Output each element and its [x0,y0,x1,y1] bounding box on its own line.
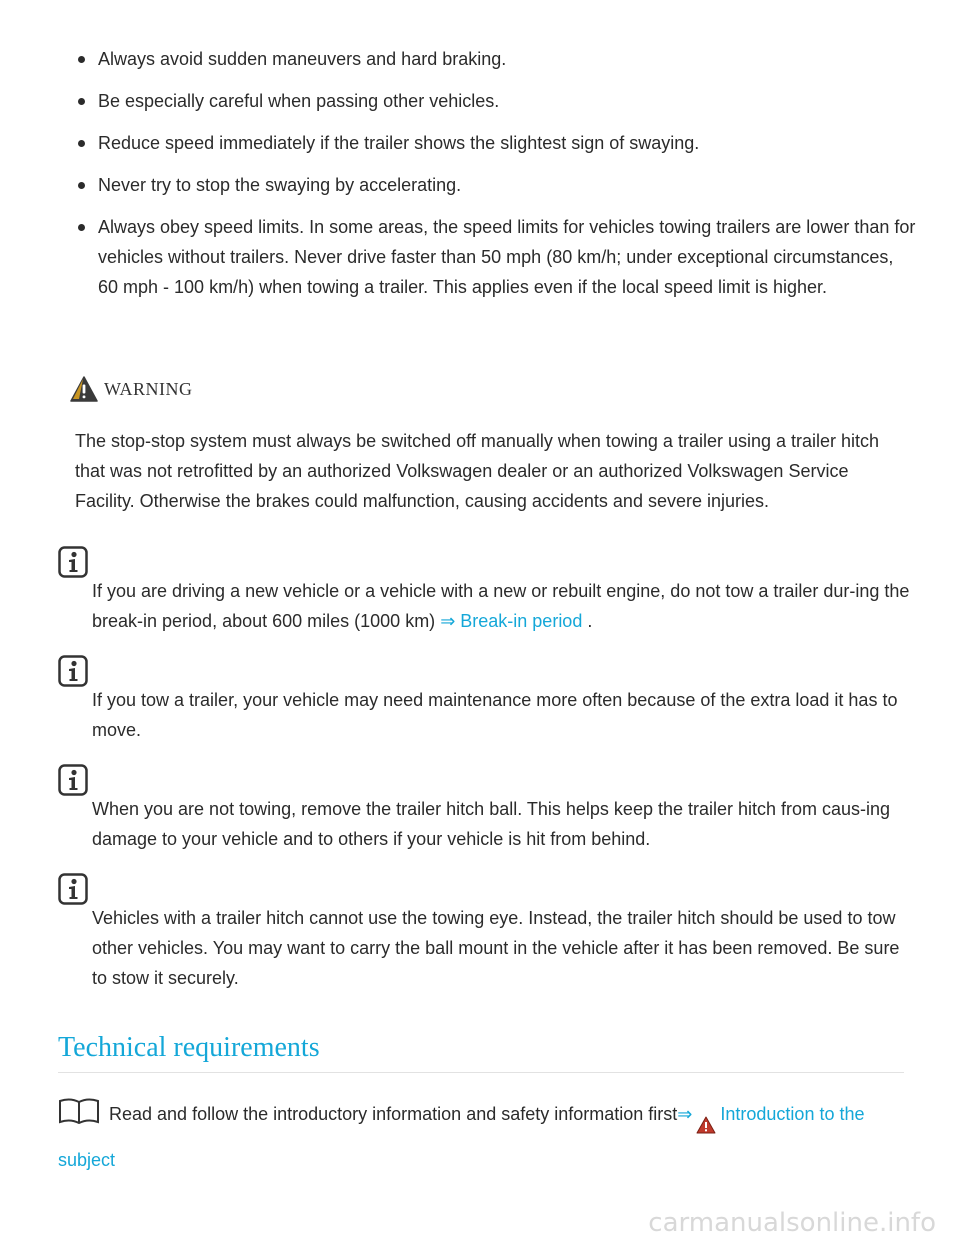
note-text [92,576,912,636]
intro-paragraph [58,1098,898,1176]
book-icon [58,1098,100,1134]
intro-arrow[interactable]: ⇒ [677,1104,693,1124]
bullet-item [78,44,918,74]
note-text: If you tow a trailer, your vehicle may need maintenance more often because of the extra load it has to move. [92,690,898,740]
bullet-dot [78,224,85,231]
bullet-text: Never try to stop the swaying by accelerating. [98,175,462,195]
bullet-item [78,86,918,116]
intro-text: Read and follow the introductory information and safety information first [104,1104,678,1124]
bullet-dot [78,56,85,63]
section-title: Technical requirements [58,1032,904,1073]
warning-text: The stop-stop system must always be switched off manually when towing a trailer using a trailer hitch that was not retrofitted by an authorized Volkswagen dealer or an authorized Volkswagen Service Facility. Otherwise the brakes could malfunction, causing accidents and severe injuries. [75,431,880,511]
warning-triangle-icon [70,376,98,402]
warning-title: WARNING [104,378,193,399]
bullet-text: Reduce speed immediately if the trailer shows the slightest sign of swaying. [98,133,700,153]
bullet-dot [78,140,85,147]
bullet-text: Always avoid sudden maneuvers and hard braking. [98,49,507,69]
note-text: Vehicles with a trailer hitch cannot use the towing eye. Instead, the trailer hitch should be used to tow other vehicles. You may want to carry the ball mount in the vehicle after it has been removed. Be sure to stow it securely. [92,908,900,988]
bullet-dot [78,98,85,105]
break-in-period-link[interactable]: ⇒ Break-in period [440,611,583,631]
warning-small-icon [696,1112,716,1144]
info-icon [58,873,88,910]
info-icon [58,764,88,801]
bullet-text: Always obey speed limits. In some areas, the speed limits for vehicles towing trailers are lower than for vehicles without trailers. Never drive faster than 50 mph (80 km/h; under exceptional circumstances, 60 mph - 100 km/h) when towing a trailer. This applies even if the local speed limit is higher. [98,217,916,297]
introduction-link[interactable]: Introduction to the subject [58,1104,865,1170]
bullet-dot [78,182,85,189]
bullet-list [78,44,918,314]
bullet-item [78,128,918,158]
warning-header [70,376,193,402]
note-text: When you are not towing, remove the trailer hitch ball. This helps keep the trailer hitch from caus-ing damage to your vehicle and to others if your vehicle is hit from behind. [92,799,891,849]
bullet-item [78,170,918,200]
note-text-tail: . [582,611,593,631]
note-text-body: If you are driving a new vehicle or a vehicle with a new or rebuilt engine, do not tow a trailer dur-ing the break-in period, about 600 miles (1000 km) [92,581,910,631]
bullet-text: Be especially careful when passing other vehicles. [98,91,500,111]
info-icon [58,546,88,583]
bullet-item [78,212,918,302]
watermark: carmanualsonline.info [648,1208,936,1238]
info-icon [58,655,88,692]
